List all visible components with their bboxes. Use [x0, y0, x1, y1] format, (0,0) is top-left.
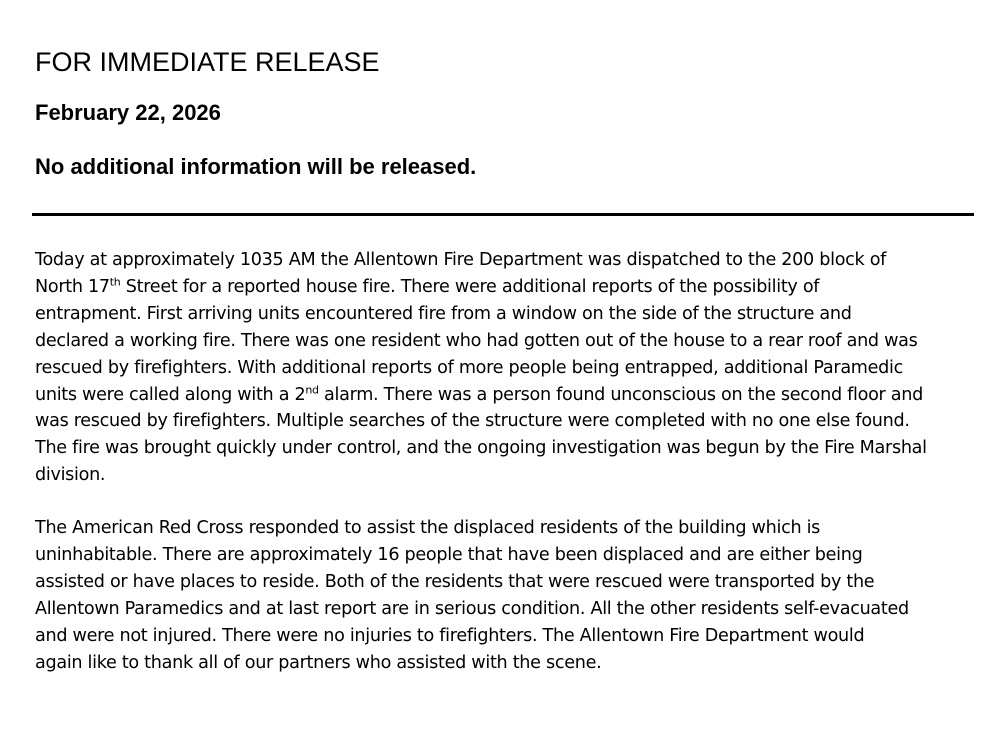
- paragraph-line: rescued by firefighters. With additional reports of more people being entrapped, additional Paramedic: [35, 357, 903, 378]
- paragraph-line: uninhabitable. There are approximately 16 people that have been displaced and are either being: [35, 544, 863, 565]
- paragraph-line: The American Red Cross responded to assist the displaced residents of the building which is: [35, 518, 821, 538]
- paragraph-line: [35, 382, 980, 409]
- paragraph-line: [35, 274, 980, 301]
- paragraph-line: Allentown Paramedics and at last report are in serious condition. All the other residents self-evacuated: [35, 598, 909, 619]
- paragraph-incident: [35, 247, 980, 489]
- ordinal-suffix: th: [109, 275, 121, 289]
- paragraph-line: division.: [35, 465, 106, 486]
- paragraph-line: Today at approximately 1035 AM the Allentown Fire Department was dispatched to the 200 block of: [35, 250, 887, 270]
- ordinal-suffix: nd: [305, 382, 319, 396]
- line-text: Street for a reported house fire. There were additional reports of the possibility of: [120, 276, 820, 297]
- release-notice: No additional information will be released.: [35, 154, 477, 179]
- line-text: alarm. There was a person found unconscious on the second floor and: [318, 384, 923, 405]
- paragraph-line: assisted or have places to reside. Both of the residents that were rescued were transported by the: [35, 571, 875, 592]
- paragraph-line: was rescued by firefighters. Multiple searches of the structure were completed with no one else found.: [35, 411, 910, 432]
- paragraph-red-cross: [35, 515, 980, 676]
- header-divider: [32, 213, 974, 216]
- paragraph-line: again like to thank all of our partners who assisted with the scene.: [35, 652, 602, 673]
- release-heading: FOR IMMEDIATE RELEASE: [35, 47, 380, 77]
- paragraph-line: declared a working fire. There was one resident who had gotten out of the house to a rear roof and was: [35, 330, 918, 351]
- paragraph-line: entrapment. First arriving units encountered fire from a window on the side of the structure and: [35, 303, 852, 324]
- paragraph-line: and were not injured. There were no injuries to firefighters. The Allentown Fire Department would: [35, 625, 865, 646]
- release-date: February 22, 2026: [35, 100, 221, 125]
- line-text: units were called along with a 2: [35, 384, 306, 405]
- line-text: North 17: [35, 276, 110, 297]
- paragraph-line: The fire was brought quickly under control, and the ongoing investigation was begun by the Fire Marshal: [35, 438, 927, 459]
